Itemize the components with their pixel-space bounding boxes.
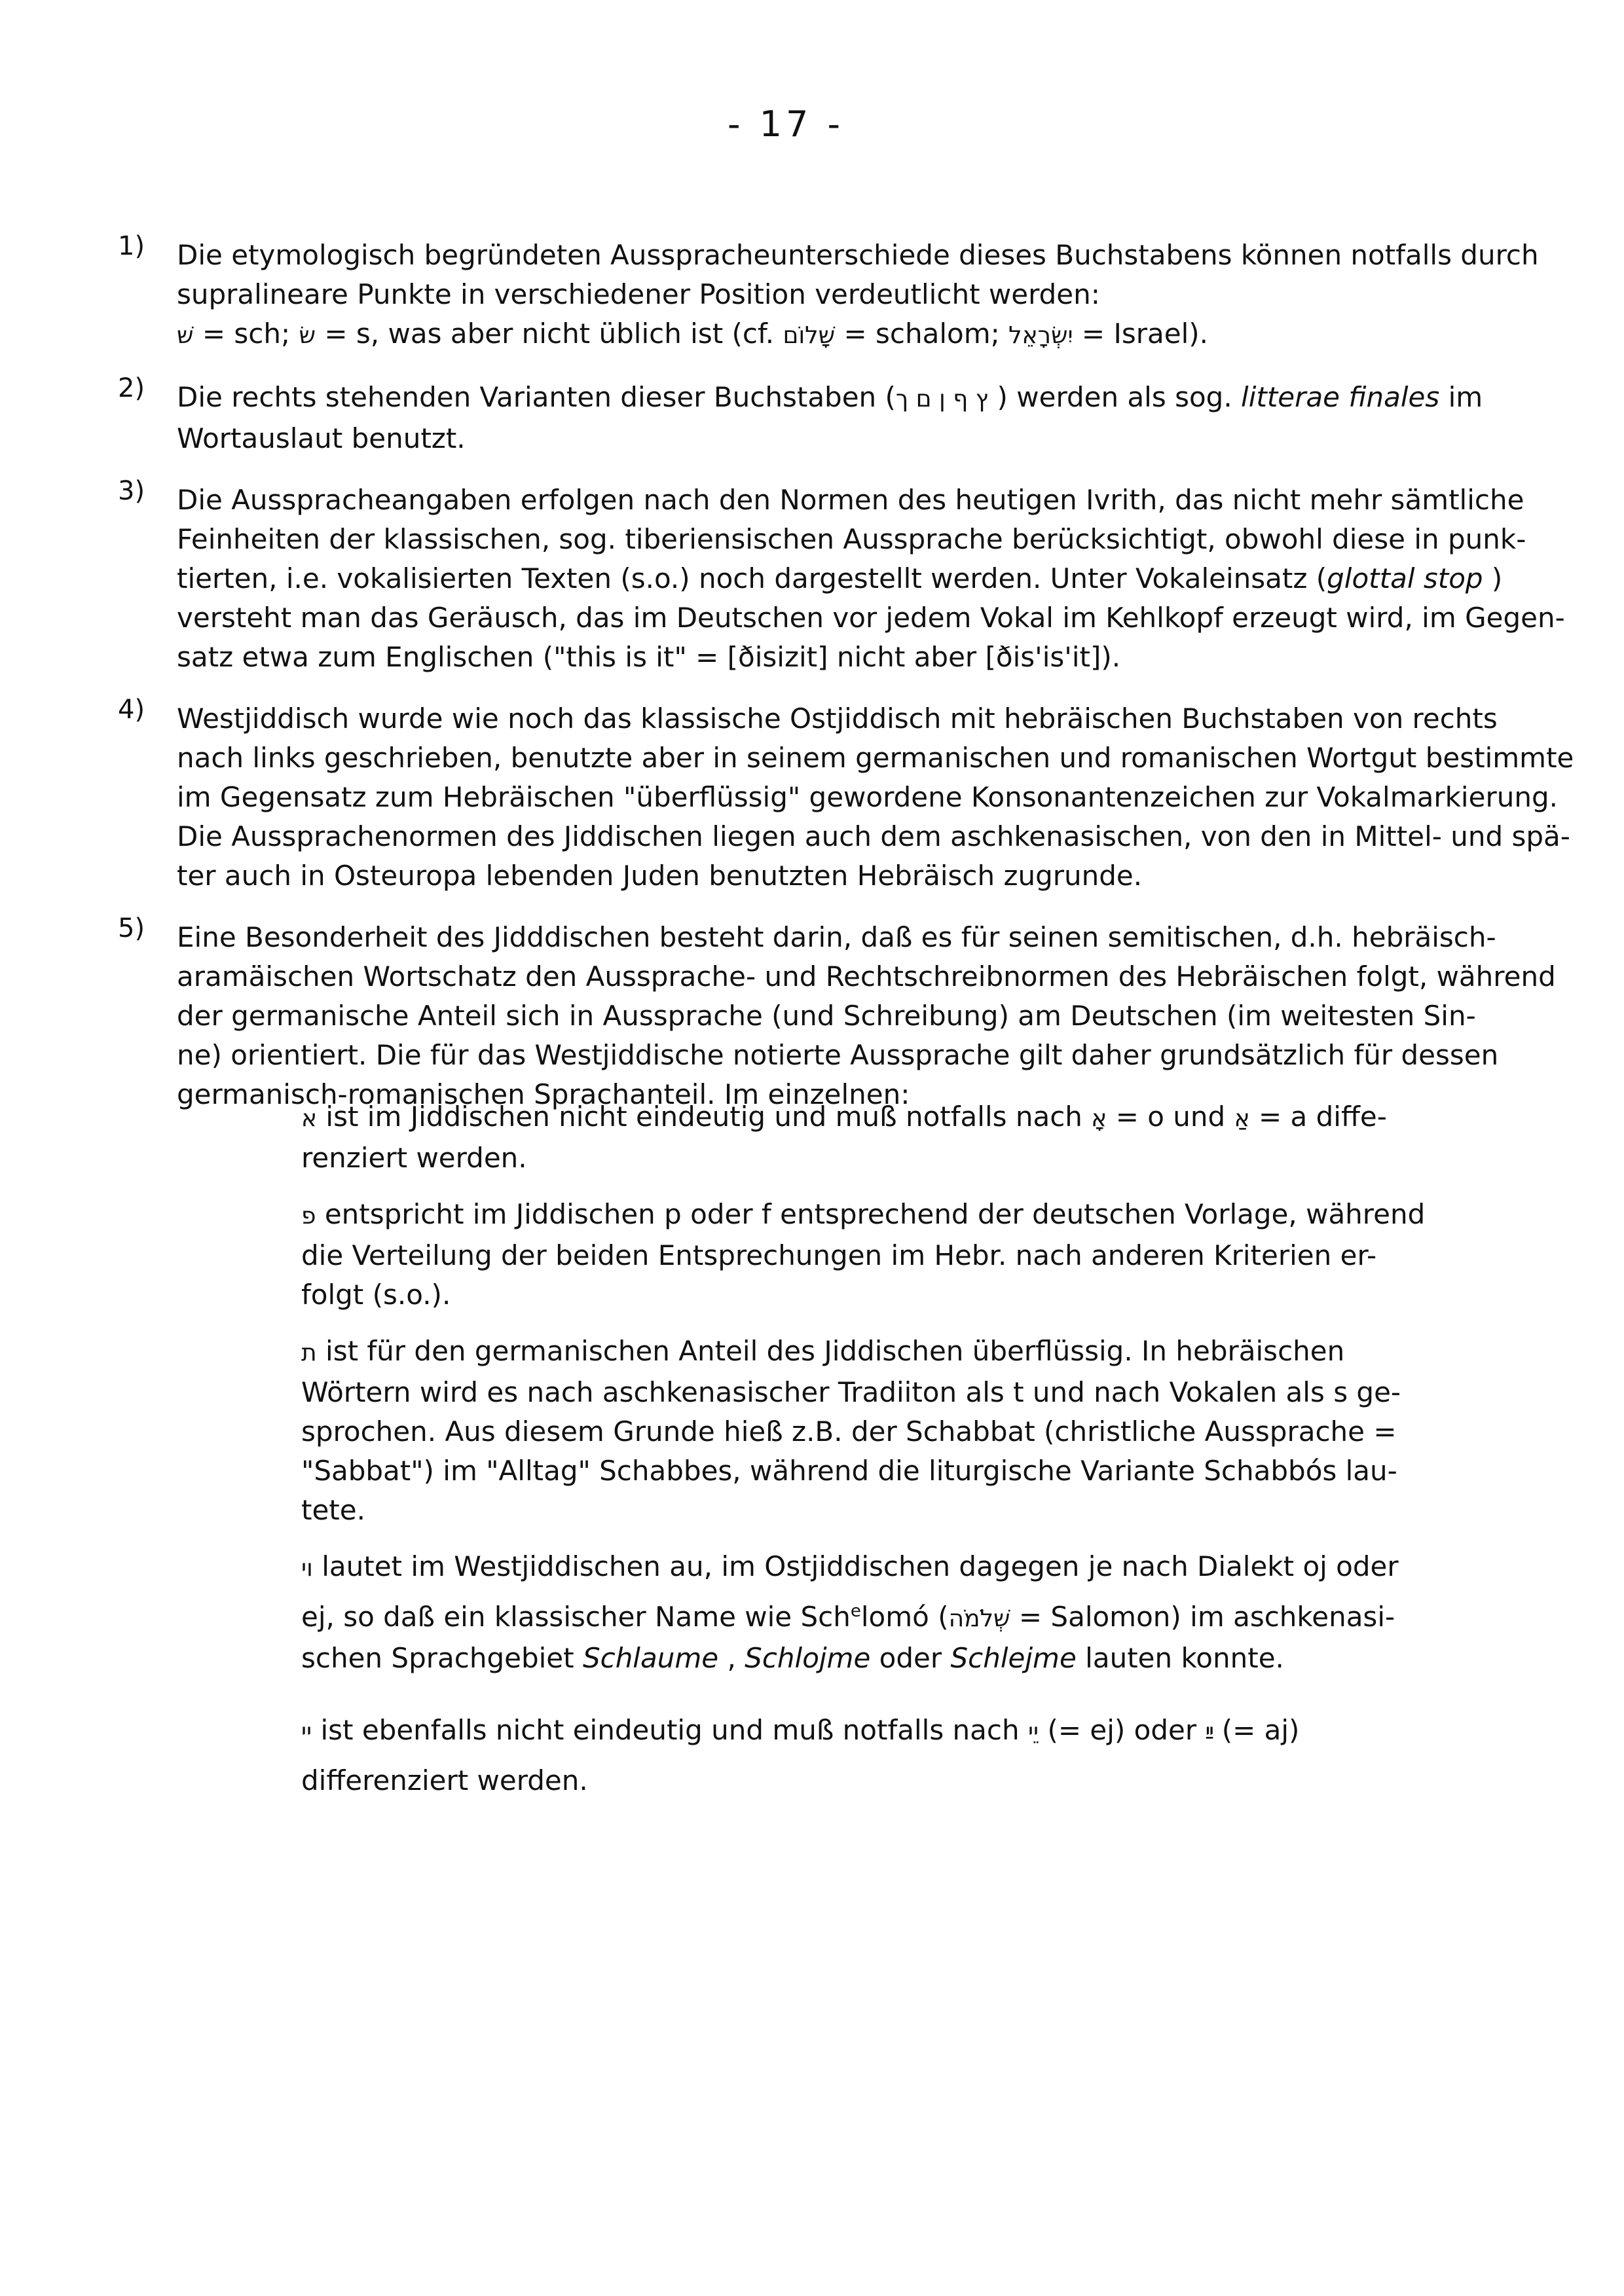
text-line: germanisch-romanischen Sprachanteil. Im einzelnen: [177, 1078, 910, 1110]
hebrew-glyph: יי [301, 1719, 312, 1745]
text-line: Wörtern wird es nach aschkenasischer Tradiiton als t und nach Vokalen als s ge- [301, 1376, 1401, 1408]
text: = a diffe- [1249, 1101, 1387, 1133]
hebrew-glyph: וי [301, 1555, 313, 1582]
footnote-number: 3) [118, 476, 145, 506]
footnote-4 [118, 695, 1574, 896]
page-number: - 17 - [727, 103, 844, 145]
text: lauten konnte. [1076, 1642, 1284, 1674]
text: oder [870, 1642, 951, 1674]
text-line: versteht man das Geräusch, das im Deutschen vor jedem Vokal im Kehlkopf erzeugt wird, im Gegen- [177, 602, 1565, 634]
text-line: supralineare Punkte in verschiedener Position verdeutlicht werden: [177, 278, 1100, 310]
text-line: aramäischen Wortschatz den Aussprache- und Rechtschreibnormen des Hebräischen folgt, während [177, 960, 1556, 993]
footnote-number: 4) [118, 695, 145, 725]
text-line [301, 1195, 1624, 1236]
text-line: folgt (s.o.). [301, 1279, 451, 1311]
text: tierten, i.e. vokalisierten Texten (s.o.) noch dargestellt werden. Unter Vokaleinsatz ( [177, 562, 1327, 594]
text: = sch; [193, 318, 299, 350]
text: im [1439, 381, 1483, 413]
text-line: im Gegensatz zum Hebräischen "überflüssig" gewordene Konsonantenzeichen zur Vokalmarkierung. [177, 781, 1558, 813]
italic-term: Schlaume [582, 1642, 719, 1674]
letter-note-pe [301, 1195, 1624, 1315]
hebrew-word: שְׁלֹמֹה [948, 1605, 1010, 1632]
text: schen Sprachgebiet [301, 1642, 583, 1674]
text: = Israel). [1073, 318, 1208, 350]
text-line [301, 1332, 1624, 1373]
text: = Salomon) im aschkenasi- [1010, 1601, 1395, 1633]
text: , [718, 1642, 745, 1674]
letter-note-waw [301, 1547, 1624, 1678]
text-line: Die Ausspracheangaben erfolgen nach den Normen des heutigen Ivrith, das nicht mehr sämtliche [177, 484, 1524, 516]
text-line [177, 559, 1513, 598]
text: ist für den germanischen Anteil des Jiddischen überflüssig. In hebräischen [316, 1335, 1345, 1367]
text: = o und [1107, 1101, 1234, 1133]
text-line: ter auch in Osteuropa lebenden Juden benutzten Hebräisch zugrunde. [177, 860, 1143, 892]
text-line: ne) orientiert. Die für das Westjiddische notierte Aussprache gilt daher grundsätzlich für dessen [177, 1039, 1499, 1071]
letter-note-yod [301, 1711, 1624, 1800]
text-line: Wortauslaut benutzt. [177, 422, 466, 454]
text: ) werden als sog. [988, 381, 1242, 413]
footnote-3 [118, 476, 1565, 677]
footnote-number: 1) [118, 231, 145, 261]
footnote-2 [118, 373, 1513, 458]
superscript: e [850, 1601, 861, 1621]
text-line [301, 1097, 1624, 1139]
text-line [301, 1547, 1624, 1588]
hebrew-letters: ץ ף ן ם ך [895, 386, 989, 412]
text: = s, was aber nicht üblich ist (cf. [316, 318, 783, 350]
text: = schalom; [835, 318, 1009, 350]
hebrew-glyph: א [301, 1105, 318, 1132]
example-line [177, 314, 1513, 355]
italic-term: litterae finales [1241, 381, 1440, 413]
text: entspricht im Jiddischen p oder f entsprechend der deutschen Vorlage, während [316, 1198, 1426, 1230]
text: ist im Jiddischen nicht eindeutig und muß notfalls nach [317, 1101, 1092, 1133]
hebrew-glyph: ײַ [1205, 1719, 1213, 1745]
letter-note-aleph [301, 1097, 1624, 1178]
italic-term: Schlojme [745, 1642, 871, 1674]
text-line: die Verteilung der beiden Entsprechungen im Hebr. nach anderen Kriterien er- [301, 1239, 1377, 1271]
hebrew-word: שָׁלוֹם [783, 322, 836, 349]
text: ej, so daß ein klassischer Name wie Sch [301, 1601, 851, 1633]
text-line [301, 1711, 1624, 1752]
hebrew-glyph: אָ [1091, 1105, 1107, 1132]
text: (= aj) [1213, 1714, 1300, 1746]
hebrew-glyph: אַ [1234, 1105, 1250, 1132]
text: lautet im Westjiddischen au, im Ostjiddischen dagegen je nach Dialekt oj oder [312, 1550, 1399, 1582]
italic-term: glottal stop [1327, 562, 1483, 594]
text-line: nach links geschrieben, benutzte aber in seinem germanischen und romanischen Wortgut bestimmte [177, 742, 1574, 774]
text-line: Westjiddisch wurde wie noch das klassische Ostjiddisch mit hebräischen Buchstaben von rechts [177, 702, 1498, 735]
letter-notes [118, 1097, 1624, 1817]
text-line: "Sabbat") im "Alltag" Schabbes, während die liturgische Variante Schabbós lau- [301, 1455, 1397, 1487]
text-line [301, 1639, 1624, 1678]
footnote-5 [118, 913, 1556, 1114]
text-line: satz etwa zum Englischen ("this is it" = [ðisizit] nicht aber [ðis'is'it]). [177, 641, 1121, 673]
text-line [177, 378, 1513, 419]
footnotes [118, 231, 1574, 1137]
hebrew-glyph: יֵי [1027, 1719, 1039, 1745]
text: lomó ( [860, 1601, 949, 1633]
text-line: Eine Besonderheit des Jidddischen besteht darin, daß es für seinen semitischen, d.h. hebräisch- [177, 921, 1496, 953]
footnote-number: 2) [118, 373, 145, 403]
hebrew-word: יִשְׂרָאֵל [1008, 322, 1073, 349]
text-line: differenziert werden. [301, 1764, 588, 1796]
text-line: tete. [301, 1494, 365, 1526]
hebrew-glyph: ת [301, 1339, 317, 1366]
text-line: Die Aussprachenormen des Jiddischen liegen auch dem aschkenasischen, von den in Mittel- und spä- [177, 820, 1570, 852]
text: ist ebenfalls nicht eindeutig und muß notfalls nach [312, 1714, 1028, 1746]
text: (= ej) oder [1039, 1714, 1206, 1746]
text-line: Feinheiten der klassischen, sog. tiberiensischen Aussprache berücksichtigt, obwohl diese in punk- [177, 523, 1526, 555]
hebrew-glyph: שׁ [177, 322, 194, 349]
hebrew-glyph: פ [301, 1203, 316, 1230]
text-line: Die etymologisch begründeten Ausspracheunterschiede dieses Buchstabens können notfalls durch [177, 239, 1539, 271]
text-line: der germanische Anteil sich in Aussprache (und Schreibung) am Deutschen (im weitesten Sin- [177, 1000, 1476, 1032]
italic-term: Schlejme [950, 1642, 1077, 1674]
text-line: renziert werden. [301, 1142, 527, 1174]
text-line [301, 1597, 1624, 1639]
text-line: sprochen. Aus diesem Grunde hieß z.B. der Schabbat (christliche Aussprache = [301, 1415, 1397, 1448]
text: Die rechts stehenden Varianten dieser Buchstaben ( [177, 381, 896, 413]
letter-note-taw [301, 1332, 1624, 1530]
text: ) [1483, 562, 1503, 594]
footnote-number: 5) [118, 913, 145, 943]
hebrew-glyph: שׂ [299, 322, 316, 349]
footnote-1 [118, 231, 1539, 355]
